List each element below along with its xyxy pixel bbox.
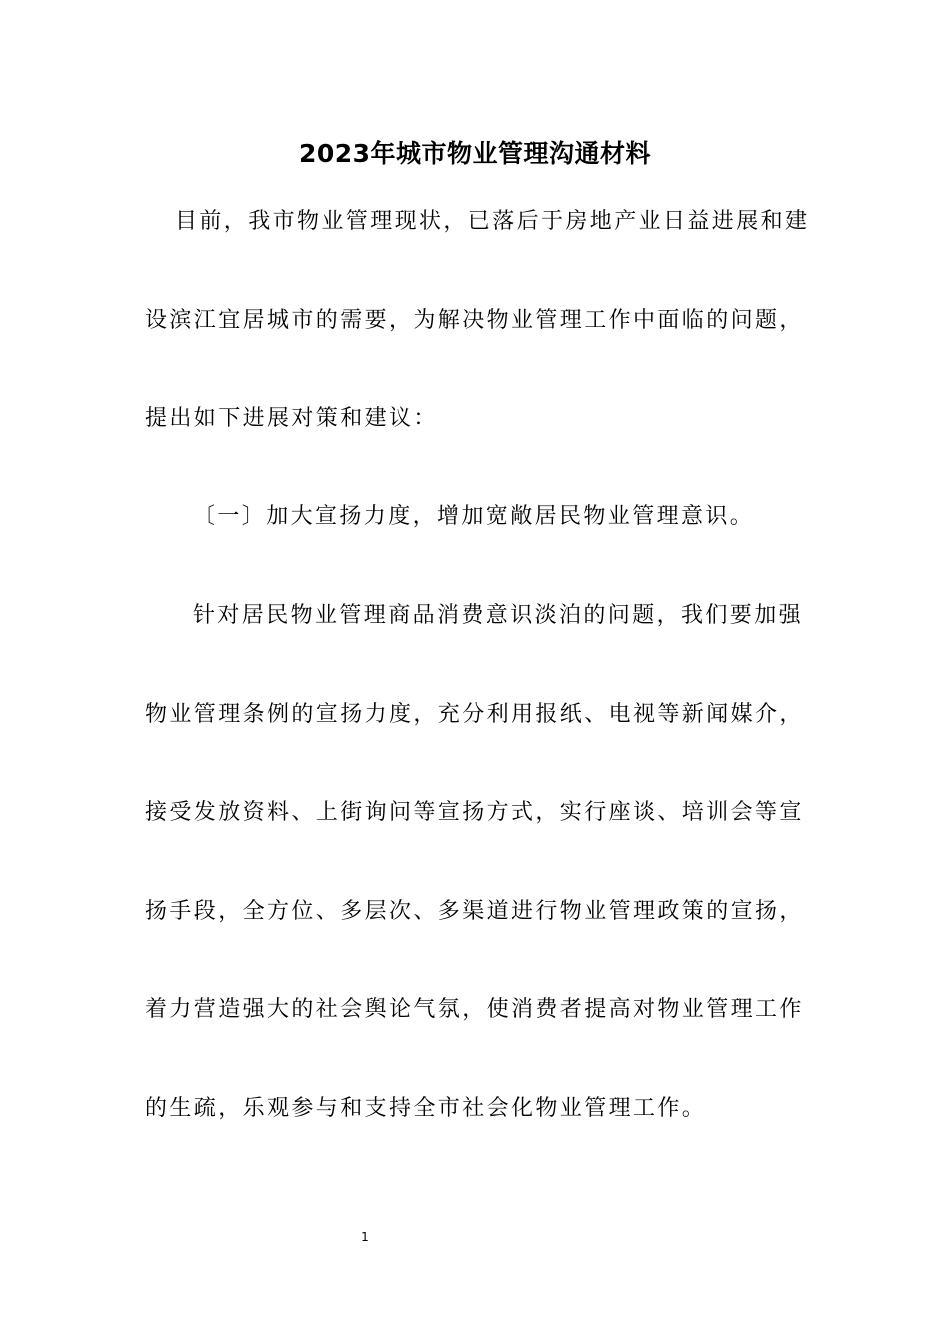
section-heading-1 — [145, 468, 810, 567]
paragraph-line: 的生疏，乐观参与和支持全市社会化物业管理工作。 — [145, 1095, 707, 1121]
paragraph-line: 目前，我市物业管理现状，已落后于房地产业日益进展和建 — [175, 209, 810, 234]
paragraph-line: 设滨江宜居城市的需要，为解决物业管理工作中面临的问题， — [145, 307, 804, 333]
document-title: 2023年城市物业管理沟通材料 — [298, 139, 652, 168]
paragraph-body — [145, 567, 810, 1159]
paragraph-line: 接受发放资料、上街询问等宣扬方式，实行座谈、培训会等宣 — [145, 800, 804, 826]
paragraph-line: 提出如下进展对策和建议： — [145, 406, 438, 432]
paragraph-line: 针对居民物业管理商品消费意识淡泊的问题，我们要加强 — [193, 603, 804, 628]
section-heading-text: 〔一〕加大宣扬力度，增加宽敞居民物业管理意识。 — [193, 504, 755, 529]
page-number: 1 — [361, 1230, 369, 1244]
paragraph-line: 物业管理条例的宣扬力度，充分利用报纸、电视等新闻媒介， — [145, 701, 804, 727]
paragraph-intro — [145, 173, 810, 469]
paragraph-line: 着力营造强大的社会舆论气氛，使消费者提高对物业管理工作 — [145, 997, 804, 1023]
paragraph-line: 扬手段，全方位、多层次、多渠道进行物业管理政策的宣扬， — [145, 898, 804, 924]
